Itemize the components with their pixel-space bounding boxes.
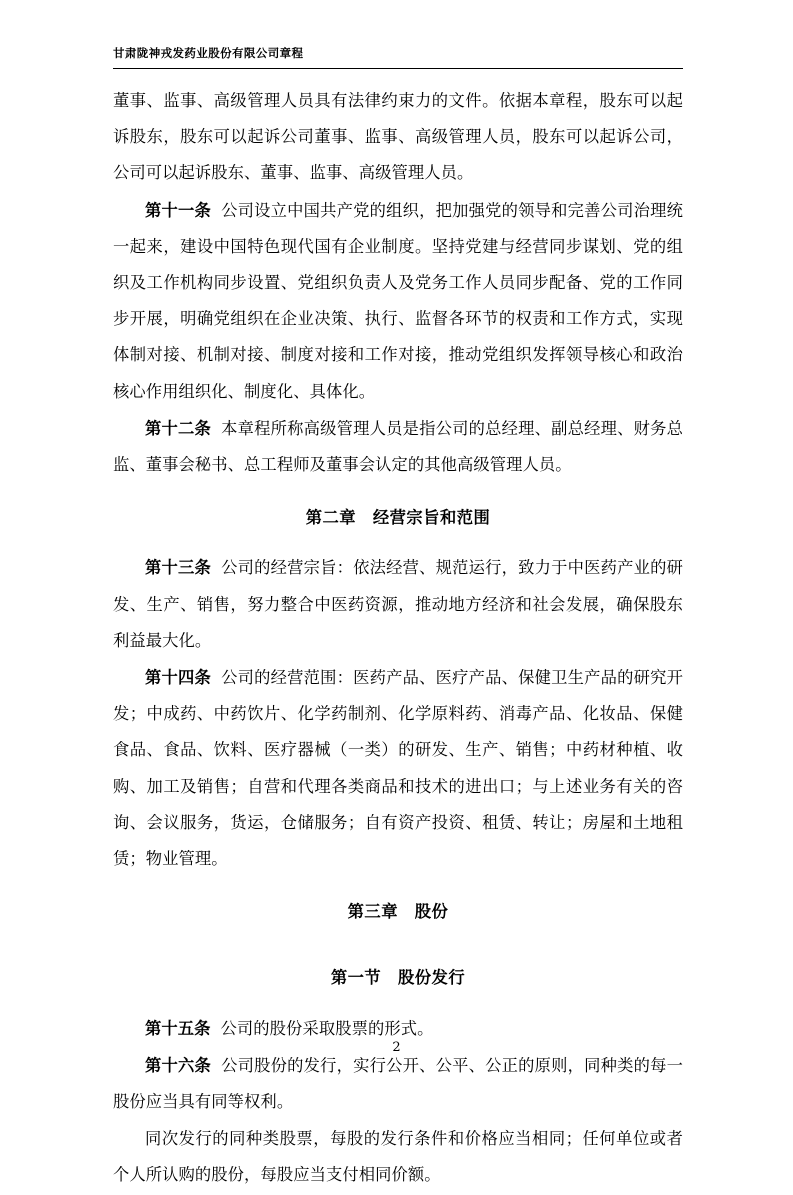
page-number: 2: [392, 1040, 401, 1055]
vertical-spacer: [113, 997, 683, 1011]
article-text: 公司设立中国共产党的组织，把加强党的领导和完善公司治理统一起来，建设中国特色现代国有企业制度。坚持党建与经营同步谋划、党的组织及工作机构同步设置、党组织负责人及党务工作人员同步配备、党的工作同步开展，明确党组织在企业决策、执行、监督各环节的权责和工作方式，实现体制对接、机制对接、制度对接和工作对接，推动党组织发挥领导核心和政治核心作用组织化、制度化、具体化。: [113, 200, 683, 401]
page-content: [113, 45, 683, 1195]
vertical-spacer: [113, 944, 683, 960]
article-label: 第十五条: [145, 1018, 211, 1038]
article-paragraph: [113, 411, 683, 483]
chapter-heading: 第三章 股份: [347, 902, 449, 922]
vertical-spacer: [113, 536, 683, 550]
header-divider: [113, 68, 683, 69]
article-text: 公司的经营宗旨：依法经营、规范运行，致力于中医药产业的研发、生产、销售，努力整合中医药资源，推动地方经济和社会发展，确保股东利益最大化。: [113, 558, 683, 650]
article-paragraph: [113, 193, 683, 410]
chapter-heading: 第二章 经营宗旨和范围: [305, 508, 491, 528]
vertical-spacer: [113, 484, 683, 500]
article-label: 第十三条: [145, 558, 211, 578]
article-label: 第十二条: [145, 418, 211, 438]
section-heading: 第一节 股份发行: [330, 968, 466, 988]
article-paragraph: [113, 1048, 683, 1120]
article-text: 本章程所称高级管理人员是指公司的总经理、副总经理、财务总监、董事会秘书、总工程师及董事会认定的其他高级管理人员。: [113, 418, 683, 475]
body-paragraph: 董事、监事、高级管理人员具有法律约束力的文件。依据本章程，股东可以起诉股东，股东可以起诉公司董事、监事、高级管理人员，股东可以起诉公司，公司可以起诉股东、董事、监事、高级管理人员。: [113, 91, 683, 183]
vertical-spacer: [113, 930, 683, 944]
article-text: 公司的股份采取股票的形式。: [220, 1018, 434, 1038]
article-paragraph: [113, 660, 683, 877]
vertical-spacer: [113, 878, 683, 894]
article-label: 第十六条: [145, 1055, 211, 1075]
body-paragraph: 同次发行的同种类股票，每股的发行条件和价格应当相同；任何单位或者个人所认购的股份，每股应当支付相同价额。: [113, 1129, 683, 1185]
article-label: 第十四条: [145, 668, 211, 688]
article-label: 第十一条: [145, 200, 211, 220]
document-body: [113, 83, 683, 1194]
article-text: 公司的经营范围：医药产品、医疗产品、保健卫生产品的研究开发；中成药、中药饮片、化学药制剂、化学原料药、消毒产品、化妆品、保健食品、食品、饮料、医疗器械（一类）的研发、生产、销售；中药材种植、收购、加工及销售；自营和代理各类商品和技术的进出口；与上述业务有关的咨询、会议服务，货运，仓储服务；自有资产投资、租赁、转让；房屋和土地租赁；物业管理。: [113, 668, 683, 869]
article-text: 公司股份的发行，实行公开、公平、公正的原则，同种类的每一股份应当具有同等权利。: [113, 1055, 683, 1112]
article-paragraph: [113, 550, 683, 659]
page-header-title: 甘肃陇神戎发药业股份有限公司章程: [113, 46, 304, 60]
